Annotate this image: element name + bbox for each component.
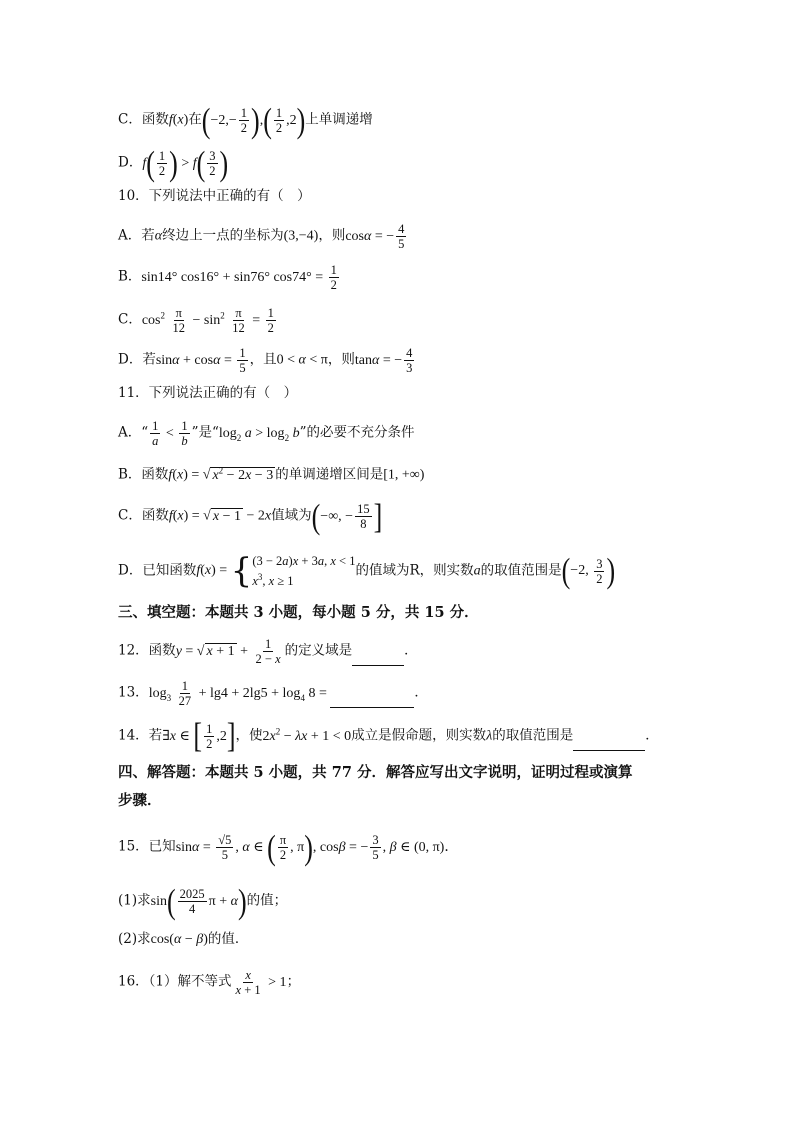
q16: 16．（1）解不等式 $\frac{x}{x + 1}$ > 1；: [118, 968, 301, 997]
q11-stem: 11．下列说法正确的有（ ）: [118, 385, 298, 401]
q15-stem: 15．已知sinα = $\frac{√5}{5}$ , α ∈ ( $\frac{\pi}{2}$ , π), cosβ = − $\frac{3}{5}$ , β ∈ (0, π)．: [118, 827, 459, 867]
q15-part1: (1)求sin( $\frac{2025}{4}$ π + α)的值；: [118, 881, 288, 921]
q10-option-a: A．若α终边上一点的坐标为(3,−4)，则cosα = − $\frac{4}{5}$: [118, 222, 405, 251]
q15-part2: (2)求cos(α − β)的值．: [118, 931, 249, 947]
q10-option-d: D．若sinα + cosα = $\frac{1}{5}$ ，且0 < α < π，则tanα = − $\frac{4}{3}$: [118, 346, 413, 375]
section-3-heading: 三、填空题：本题共 3 小题，每小题 5 分，共 15 分．: [118, 604, 479, 621]
q11-option-c: C．函数f(x) = √ x − 1 − 2x值域为(−∞, − $\frac{15}{8}$ ]: [118, 496, 383, 536]
q11-option-a: A．“ $\frac{1}{a}$ < $\frac{1}{b}$ ”是“$\log_2$ $a > \log_2 b$”的必要不充分条件: [118, 419, 415, 448]
q14: 14．若∃x ∈ [ $\frac{1}{2}$ ,2]，使$2x^2 - \lambda x + 1 < 0$成立是假命题，则实数λ的取值范围是 ．: [118, 716, 659, 756]
q11-option-b: B．函数f(x) = √ $x^2 - 2x - 3$ 的单调递增区间是[1, +∞): [118, 465, 425, 483]
q9-option-c: C．函数f(x)在(−2,− $\frac{1}{2}$ ),( $\frac{1}{2}$ ,2)上单调递增: [118, 100, 373, 140]
q9-option-d: D．f( $\frac{1}{2}$ ) > f( $\frac{3}{2}$ ): [118, 143, 229, 183]
q12: 12．函数y = √ x + 1 + $\frac{1}{2 - x}$ 的定义域是 ．: [118, 637, 418, 666]
q10-option-b: B．sin14° cos16° + sin76° cos74° = $\frac{1}{2}$: [118, 263, 337, 292]
q10-stem: 10．下列说法中正确的有（ ）: [118, 188, 311, 204]
section-4-heading-line2: 步骤．: [118, 792, 162, 809]
answer-blank[interactable]: [573, 736, 645, 751]
section-4-heading-line1: 四、解答题：本题共 5 小题，共 77 分．解答应写出文字说明，证明过程或演算: [118, 764, 633, 781]
q10-option-c: C．$\cos^2$ $\frac{\pi}{12}$ − $\sin^2$ $\frac{\pi}{12}$ = $\frac{1}{2}$: [118, 305, 274, 335]
q13: 13．$\log_3$ $\frac{1}{27}$ + $\lg 4 + 2\lg 5 + \log_4 8$ = ．: [118, 679, 428, 708]
answer-blank[interactable]: [352, 651, 404, 666]
answer-blank[interactable]: [330, 693, 414, 708]
q11-option-d: D．已知函数f(x) = { (3 − 2a)x + 3a, x < 1 $x^3$, x ≥ 1 的值域为R，则实数a的取值范围是(−2, $\frac{3}{2}$ ): [118, 550, 616, 592]
